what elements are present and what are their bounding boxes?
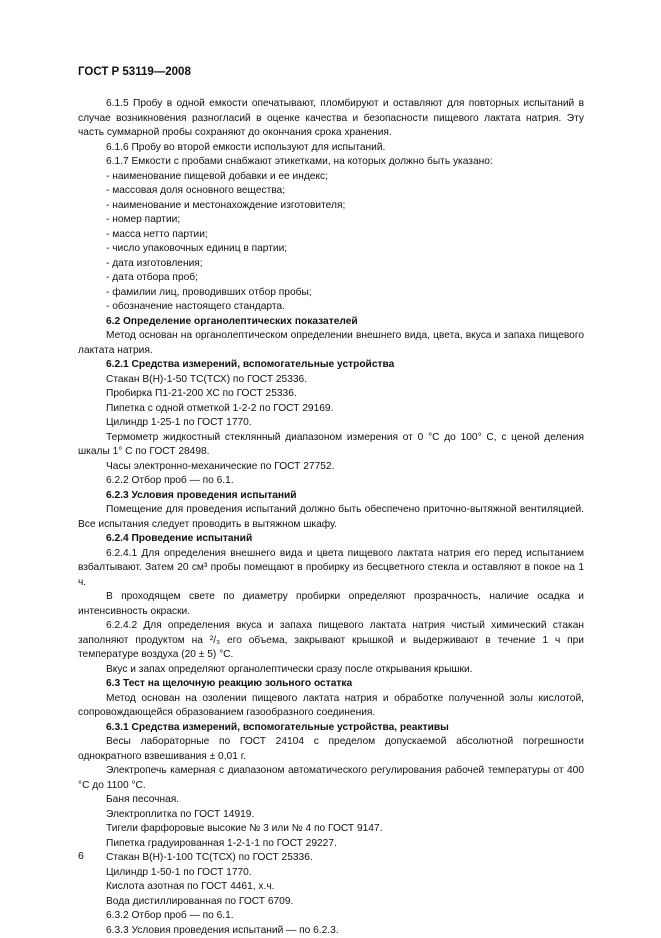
document-header: ГОСТ Р 53119—2008: [78, 66, 191, 78]
paragraph: 6.1.5 Пробу в одной емкости опечатывают, пломбируют и оставляют для повторных испытаний в случае возникновения разногласий в оценке качества и безопасности пищевого лактата натрия. Эту часть суммарной пробы сохраняют до окончания срока хранения.: [78, 97, 584, 141]
paragraph: Вода дистиллированная по ГОСТ 6709.: [78, 895, 584, 910]
paragraph: Электроплитка по ГОСТ 14919.: [78, 808, 584, 823]
section-heading: 6.3.1 Средства измерений, вспомогательные устройства, реактивы: [78, 721, 584, 736]
paragraph: - наименование и местонахождение изготовителя;: [78, 199, 584, 214]
section-heading: 6.3 Тест на щелочную реакцию зольного остатка: [78, 677, 584, 692]
paragraph: Вкус и запах определяют органолептически сразу после открывания крышки.: [78, 663, 584, 678]
section-heading: 6.2.4 Проведение испытаний: [78, 532, 584, 547]
paragraph: 6.2.4.2 Для определения вкуса и запаха пищевого лактата натрия чистый химический стакан заполняют продуктом на ²/₃ его объема, закрывают крышкой и выдерживают в течение 1 ч при температуре воздуха (20 ± 5) °С.: [78, 619, 584, 663]
paragraph: Пипетка с одной отметкой 1-2-2 по ГОСТ 29169.: [78, 402, 584, 417]
paragraph: 6.1.7 Емкости с пробами снабжают этикетками, на которых должно быть указано:: [78, 155, 584, 170]
section-heading: 6.2 Определение органолептических показателей: [78, 315, 584, 330]
paragraph: 6.3.3 Условия проведения испытаний — по 6.2.3.: [78, 924, 584, 938]
paragraph: Метод основан на органолептическом определении внешнего вида, цвета, вкуса и запаха пищевого лактата натрия.: [78, 329, 584, 358]
section-heading: 6.2.1 Средства измерений, вспомогательные устройства: [78, 358, 584, 373]
paragraph: Баня песочная.: [78, 793, 584, 808]
page-number: 6: [78, 850, 84, 862]
paragraph: - номер партии;: [78, 213, 584, 228]
paragraph: 6.2.2 Отбор проб — по 6.1.: [78, 474, 584, 489]
paragraph: Весы лабораторные по ГОСТ 24104 с пределом допускаемой абсолютной погрешности однократного взвешивания ± 0,01 г.: [78, 735, 584, 764]
paragraph: Тигели фарфоровые высокие № 3 или № 4 по ГОСТ 9147.: [78, 822, 584, 837]
paragraph: - наименование пищевой добавки и ее индекс;: [78, 170, 584, 185]
paragraph: Цилиндр 1-50-1 по ГОСТ 1770.: [78, 866, 584, 881]
paragraph: - число упаковочных единиц в партии;: [78, 242, 584, 257]
paragraph: - масса нетто партии;: [78, 228, 584, 243]
paragraph: Пипетка градуированная 1-2-1-1 по ГОСТ 29227.: [78, 837, 584, 852]
paragraph: Часы электронно-механические по ГОСТ 27752.: [78, 460, 584, 475]
paragraph: Помещение для проведения испытаний должно быть обеспечено приточно-вытяжной вентиляцией. Все испытания следует проводить в вытяжном шкафу.: [78, 503, 584, 532]
section-heading: 6.2.3 Условия проведения испытаний: [78, 489, 584, 504]
paragraph: 6.2.4.1 Для определения внешнего вида и цвета пищевого лактата натрия его перед испытанием взбалтывают. Затем 20 см³ пробы помещают в пробирку из бесцветного стекла и оставляют в покое на 1 ч.: [78, 547, 584, 591]
paragraph: Цилиндр 1-25-1 по ГОСТ 1770.: [78, 416, 584, 431]
paragraph: Пробирка П1-21-200 ХС по ГОСТ 25336.: [78, 387, 584, 402]
paragraph: - обозначение настоящего стандарта.: [78, 300, 584, 315]
paragraph: - фамилии лиц, проводивших отбор пробы;: [78, 286, 584, 301]
document-body: [78, 97, 584, 938]
paragraph: 6.3.2 Отбор проб — по 6.1.: [78, 909, 584, 924]
paragraph: Стакан В(Н)-1-50 ТС(ТСХ) по ГОСТ 25336.: [78, 373, 584, 388]
paragraph: Электропечь камерная с диапазоном автоматического регулирования рабочей температуры от 400 °С до 1100 °С.: [78, 764, 584, 793]
paragraph: 6.1.6 Пробу во второй емкости используют для испытаний.: [78, 141, 584, 156]
paragraph: В проходящем свете по диаметру пробирки определяют прозрачность, наличие осадка и интенсивность окраски.: [78, 590, 584, 619]
paragraph: Кислота азотная по ГОСТ 4461, х.ч.: [78, 880, 584, 895]
paragraph: Метод основан на озолении пищевого лактата натрия и обработке полученной золы кислотой, сопровождающейся образованием газообразного соединения.: [78, 692, 584, 721]
paragraph: Стакан В(Н)-1-100 ТС(ТСХ) по ГОСТ 25336.: [78, 851, 584, 866]
paragraph: - дата отбора проб;: [78, 271, 584, 286]
paragraph: Термометр жидкостный стеклянный диапазоном измерения от 0 °С до 100° С, с ценой деления шкалы 1° С по ГОСТ 28498.: [78, 431, 584, 460]
paragraph: - массовая доля основного вещества;: [78, 184, 584, 199]
paragraph: - дата изготовления;: [78, 257, 584, 272]
